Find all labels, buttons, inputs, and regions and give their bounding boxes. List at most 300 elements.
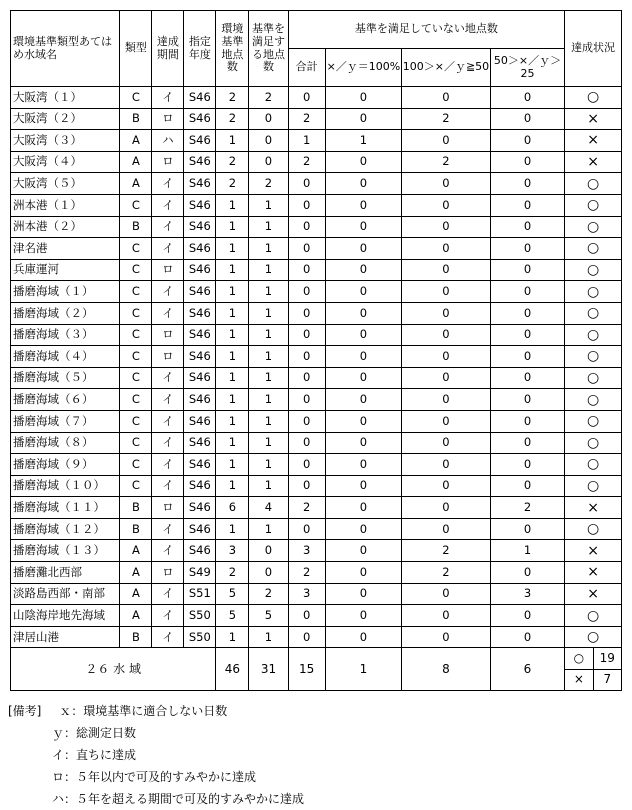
cell-ratio-50-25: 0 — [490, 216, 564, 238]
cell-ratio-100-50: 0 — [402, 410, 491, 432]
header-year: 指定年度 — [184, 11, 216, 87]
cell-points: 6 — [216, 497, 249, 519]
cell-ratio-100-50: 0 — [402, 87, 491, 109]
cell-points: 2 — [216, 108, 249, 130]
cell-ratio-100-50: 0 — [402, 518, 491, 540]
cell-status: ○ — [565, 194, 622, 216]
cell-satisfying: 2 — [249, 87, 288, 109]
cell-ratio-50-25: 1 — [490, 540, 564, 562]
cell-area-name: 津居山港 — [11, 626, 120, 648]
cell-period: イ — [152, 216, 184, 238]
cell-not-total: 0 — [288, 173, 325, 195]
table-row — [11, 518, 622, 540]
cell-status: ○ — [565, 475, 622, 497]
cell-status: ○ — [565, 367, 622, 389]
cell-year: S51 — [184, 583, 216, 605]
cell-ratio-100: 0 — [325, 475, 401, 497]
header-points: 環境基準地点数 — [216, 11, 249, 87]
cell-ratio-100: 0 — [325, 87, 401, 109]
cell-type: A — [120, 583, 152, 605]
table-row — [11, 605, 622, 627]
cell-area-name: 大阪湾（４） — [11, 151, 120, 173]
cell-period: イ — [152, 389, 184, 411]
cell-points: 1 — [216, 194, 249, 216]
cell-satisfying: 1 — [249, 194, 288, 216]
notes-line-x — [8, 700, 618, 722]
note-ha: ハ：５年を超える期間で可及的すみやかに達成 — [52, 792, 305, 806]
cell-ratio-100: 0 — [325, 281, 401, 303]
cell-year: S46 — [184, 389, 216, 411]
table-row — [11, 562, 622, 584]
cell-not-total: 3 — [288, 540, 325, 562]
totals-satisfying: 31 — [249, 648, 288, 691]
cell-points: 1 — [216, 238, 249, 260]
cell-not-total: 0 — [288, 281, 325, 303]
cell-area-name: 播磨海域（１０） — [11, 475, 120, 497]
header-ratio-100: ×／ｙ＝100% — [325, 49, 401, 87]
ng-symbol: × — [565, 669, 593, 690]
cell-status: ○ — [565, 216, 622, 238]
cell-area-name: 大阪湾（３） — [11, 130, 120, 152]
cell-not-total: 0 — [288, 346, 325, 368]
cell-not-total: 0 — [288, 410, 325, 432]
cell-type: A — [120, 173, 152, 195]
cell-period: ロ — [152, 346, 184, 368]
cell-ratio-50-25: 0 — [490, 605, 564, 627]
cell-ratio-100-50: 0 — [402, 216, 491, 238]
cell-year: S50 — [184, 626, 216, 648]
cell-period: イ — [152, 302, 184, 324]
cell-ratio-100-50: 0 — [402, 475, 491, 497]
table-row — [11, 389, 622, 411]
cell-ratio-100-50: 0 — [402, 454, 491, 476]
cell-points: 5 — [216, 605, 249, 627]
cell-area-name: 播磨海域（９） — [11, 454, 120, 476]
cell-points: 2 — [216, 151, 249, 173]
table-row — [11, 583, 622, 605]
status-summary — [565, 648, 621, 690]
ng-count: 7 — [603, 672, 612, 687]
cell-not-total: 0 — [288, 324, 325, 346]
cell-points: 1 — [216, 216, 249, 238]
table-row — [11, 367, 622, 389]
cell-ratio-50-25: 0 — [490, 173, 564, 195]
note-i: イ：直ちに達成 — [52, 748, 137, 762]
cell-type: B — [120, 626, 152, 648]
cell-points: 2 — [216, 87, 249, 109]
cell-ratio-100: 0 — [325, 583, 401, 605]
cell-type: A — [120, 540, 152, 562]
totals-ratio-100: 1 — [325, 648, 401, 691]
cell-status: ○ — [565, 518, 622, 540]
cell-ratio-100: 0 — [325, 259, 401, 281]
table-body — [11, 87, 622, 691]
cell-area-name: 大阪湾（５） — [11, 173, 120, 195]
cell-ratio-100-50: 0 — [402, 389, 491, 411]
cell-period: イ — [152, 87, 184, 109]
cell-ratio-100-50: 0 — [402, 173, 491, 195]
table-row — [11, 454, 622, 476]
table-row — [11, 432, 622, 454]
cell-period: イ — [152, 432, 184, 454]
cell-year: S46 — [184, 346, 216, 368]
cell-not-total: 2 — [288, 562, 325, 584]
cell-not-total: 0 — [288, 367, 325, 389]
cell-not-total: 0 — [288, 518, 325, 540]
cell-ratio-100: 0 — [325, 432, 401, 454]
cell-status: ○ — [565, 454, 622, 476]
cell-satisfying: 1 — [249, 410, 288, 432]
cell-period: イ — [152, 583, 184, 605]
cell-type: C — [120, 324, 152, 346]
cell-status: ○ — [565, 238, 622, 260]
cell-area-name: 播磨灘北西部 — [11, 562, 120, 584]
cell-not-total: 1 — [288, 130, 325, 152]
cell-status: × — [565, 108, 622, 130]
cell-ratio-100-50: 0 — [402, 605, 491, 627]
cell-ratio-50-25: 0 — [490, 130, 564, 152]
cell-type: C — [120, 475, 152, 497]
cell-not-total: 0 — [288, 194, 325, 216]
cell-area-name: 山陰海岸地先海域 — [11, 605, 120, 627]
cell-type: C — [120, 238, 152, 260]
cell-status: × — [565, 562, 622, 584]
cell-type: A — [120, 605, 152, 627]
table-row — [11, 238, 622, 260]
cell-period: イ — [152, 410, 184, 432]
header-area-name: 環境基準類型あてはめ水域名 — [11, 11, 120, 87]
cell-ratio-100-50: 0 — [402, 626, 491, 648]
cell-status: ○ — [565, 87, 622, 109]
cell-ratio-50-25: 0 — [490, 432, 564, 454]
cell-ratio-100: 0 — [325, 238, 401, 260]
cell-year: S46 — [184, 497, 216, 519]
totals-not-total: 15 — [288, 648, 325, 691]
header-total: 合計 — [288, 49, 325, 87]
cell-satisfying: 4 — [249, 497, 288, 519]
table-row — [11, 194, 622, 216]
cell-points: 1 — [216, 367, 249, 389]
cell-status: ○ — [565, 281, 622, 303]
cell-ratio-100: 0 — [325, 410, 401, 432]
cell-satisfying: 0 — [249, 108, 288, 130]
cell-period: ロ — [152, 562, 184, 584]
cell-year: S46 — [184, 108, 216, 130]
cell-year: S46 — [184, 281, 216, 303]
cell-satisfying: 1 — [249, 626, 288, 648]
cell-type: C — [120, 410, 152, 432]
cell-period: イ — [152, 367, 184, 389]
totals-label: ２６ 水 域 — [11, 648, 216, 691]
cell-points: 1 — [216, 626, 249, 648]
cell-period: イ — [152, 626, 184, 648]
cell-ratio-100: 0 — [325, 302, 401, 324]
cell-area-name: 播磨海域（１１） — [11, 497, 120, 519]
cell-points: 1 — [216, 324, 249, 346]
cell-not-total: 0 — [288, 605, 325, 627]
cell-ratio-100: 0 — [325, 454, 401, 476]
cell-ratio-50-25: 0 — [490, 518, 564, 540]
cell-satisfying: 1 — [249, 432, 288, 454]
cell-ratio-100-50: 2 — [402, 151, 491, 173]
cell-ratio-50-25: 0 — [490, 346, 564, 368]
cell-ratio-100: 1 — [325, 130, 401, 152]
cell-ratio-100: 0 — [325, 151, 401, 173]
cell-type: C — [120, 281, 152, 303]
ok-count: 19 — [593, 648, 621, 669]
cell-status: ○ — [565, 259, 622, 281]
cell-area-name: 大阪湾（１） — [11, 87, 120, 109]
cell-area-name: 洲本港（１） — [11, 194, 120, 216]
cell-satisfying: 1 — [249, 302, 288, 324]
cell-points: 1 — [216, 302, 249, 324]
table-row — [11, 87, 622, 109]
cell-ratio-100-50: 0 — [402, 130, 491, 152]
cell-period: イ — [152, 238, 184, 260]
cell-ratio-50-25: 0 — [490, 475, 564, 497]
cell-area-name: 播磨海域（８） — [11, 432, 120, 454]
cell-year: S46 — [184, 87, 216, 109]
cell-satisfying: 1 — [249, 475, 288, 497]
totals-points: 46 — [216, 648, 249, 691]
table-row — [11, 497, 622, 519]
cell-year: S46 — [184, 367, 216, 389]
cell-status: ○ — [565, 410, 622, 432]
cell-area-name: 播磨海域（２） — [11, 302, 120, 324]
cell-ratio-100: 0 — [325, 216, 401, 238]
cell-satisfying: 0 — [249, 562, 288, 584]
cell-status: × — [565, 130, 622, 152]
cell-area-name: 播磨海域（７） — [11, 410, 120, 432]
cell-ratio-100-50: 0 — [402, 432, 491, 454]
totals-ratio-50-25: 6 — [490, 648, 564, 691]
cell-status: × — [565, 540, 622, 562]
cell-area-name: 大阪湾（２） — [11, 108, 120, 130]
cell-not-total: 3 — [288, 583, 325, 605]
cell-ratio-100: 0 — [325, 605, 401, 627]
cell-year: S46 — [184, 259, 216, 281]
cell-points: 2 — [216, 173, 249, 195]
cell-period: イ — [152, 518, 184, 540]
header-period: 達成期間 — [152, 11, 184, 87]
header-not-satisfying: 基準を満足していない地点数 — [288, 11, 565, 49]
cell-area-name: 播磨海域（６） — [11, 389, 120, 411]
note-ro: ロ：５年以内で可及的すみやかに達成 — [52, 770, 257, 784]
table-row — [11, 216, 622, 238]
cell-satisfying: 2 — [249, 173, 288, 195]
table-row — [11, 475, 622, 497]
cell-satisfying: 1 — [249, 346, 288, 368]
cell-satisfying: 0 — [249, 130, 288, 152]
cell-status: ○ — [565, 173, 622, 195]
table-row — [11, 173, 622, 195]
cell-ratio-100: 0 — [325, 626, 401, 648]
cell-ratio-100: 0 — [325, 518, 401, 540]
cell-year: S46 — [184, 432, 216, 454]
cell-ratio-100: 0 — [325, 173, 401, 195]
cell-points: 1 — [216, 518, 249, 540]
cell-status: ○ — [565, 605, 622, 627]
cell-ratio-50-25: 0 — [490, 259, 564, 281]
cell-ratio-100-50: 2 — [402, 108, 491, 130]
cell-not-total: 0 — [288, 259, 325, 281]
cell-year: S46 — [184, 475, 216, 497]
cell-satisfying: 1 — [249, 518, 288, 540]
cell-points: 2 — [216, 562, 249, 584]
cell-area-name: 津名港 — [11, 238, 120, 260]
cell-ratio-50-25: 0 — [490, 151, 564, 173]
note-y: ｙ：総測定日数 — [52, 726, 137, 740]
cell-status: ○ — [565, 302, 622, 324]
cell-not-total: 0 — [288, 432, 325, 454]
cell-ratio-100-50: 0 — [402, 497, 491, 519]
cell-satisfying: 1 — [249, 238, 288, 260]
cell-area-name: 播磨海域（４） — [11, 346, 120, 368]
cell-year: S46 — [184, 216, 216, 238]
cell-status: × — [565, 151, 622, 173]
cell-year: S49 — [184, 562, 216, 584]
cell-type: C — [120, 259, 152, 281]
cell-not-total: 2 — [288, 151, 325, 173]
cell-ratio-100-50: 0 — [402, 259, 491, 281]
table-row — [11, 281, 622, 303]
table-row — [11, 151, 622, 173]
table-row — [11, 626, 622, 648]
table-row — [11, 259, 622, 281]
cell-status: × — [565, 497, 622, 519]
cell-not-total: 0 — [288, 475, 325, 497]
cell-satisfying: 1 — [249, 367, 288, 389]
cell-status: ○ — [565, 324, 622, 346]
table-row — [11, 302, 622, 324]
cell-type: A — [120, 130, 152, 152]
cell-ratio-50-25: 0 — [490, 454, 564, 476]
cell-period: ロ — [152, 324, 184, 346]
cell-type: B — [120, 518, 152, 540]
cell-ratio-100: 0 — [325, 540, 401, 562]
cell-ratio-100-50: 0 — [402, 346, 491, 368]
ok-symbol: ○ — [565, 648, 593, 669]
cell-points: 1 — [216, 410, 249, 432]
cell-period: ロ — [152, 259, 184, 281]
cell-year: S46 — [184, 151, 216, 173]
cell-satisfying: 1 — [249, 281, 288, 303]
cell-ratio-50-25: 0 — [490, 367, 564, 389]
cell-ratio-50-25: 3 — [490, 583, 564, 605]
table-row — [11, 346, 622, 368]
cell-type: C — [120, 194, 152, 216]
cell-year: S50 — [184, 605, 216, 627]
cell-year: S46 — [184, 540, 216, 562]
table-row — [11, 108, 622, 130]
cell-not-total: 2 — [288, 108, 325, 130]
cell-satisfying: 0 — [249, 540, 288, 562]
cell-type: C — [120, 432, 152, 454]
cell-ratio-50-25: 0 — [490, 87, 564, 109]
table-row — [11, 410, 622, 432]
cell-not-total: 0 — [288, 454, 325, 476]
cell-satisfying: 1 — [249, 389, 288, 411]
cell-area-name: 播磨海域（１３） — [11, 540, 120, 562]
cell-year: S46 — [184, 238, 216, 260]
cell-points: 1 — [216, 432, 249, 454]
cell-period: イ — [152, 194, 184, 216]
cell-status: ○ — [565, 389, 622, 411]
cell-type: C — [120, 454, 152, 476]
header-type: 類型 — [120, 11, 152, 87]
cell-year: S46 — [184, 194, 216, 216]
cell-area-name: 兵庫運河 — [11, 259, 120, 281]
cell-period: ロ — [152, 108, 184, 130]
cell-points: 5 — [216, 583, 249, 605]
cell-not-total: 0 — [288, 626, 325, 648]
cell-satisfying: 1 — [249, 454, 288, 476]
table-row — [11, 130, 622, 152]
cell-ratio-100-50: 0 — [402, 281, 491, 303]
cell-year: S46 — [184, 410, 216, 432]
cell-not-total: 0 — [288, 87, 325, 109]
cell-ratio-50-25: 0 — [490, 281, 564, 303]
header-ratio-50-25: 50＞×／ｙ＞25 — [490, 49, 564, 87]
totals-status — [565, 648, 622, 691]
cell-area-name: 播磨海域（５） — [11, 367, 120, 389]
cell-year: S46 — [184, 454, 216, 476]
cell-ratio-100: 0 — [325, 108, 401, 130]
cell-type: C — [120, 302, 152, 324]
cell-area-name: 洲本港（２） — [11, 216, 120, 238]
cell-points: 1 — [216, 346, 249, 368]
cell-year: S46 — [184, 324, 216, 346]
cell-not-total: 0 — [288, 302, 325, 324]
table-row — [11, 324, 622, 346]
table-row — [11, 540, 622, 562]
cell-status: ○ — [565, 432, 622, 454]
cell-points: 1 — [216, 259, 249, 281]
cell-satisfying: 1 — [249, 259, 288, 281]
cell-ratio-50-25: 0 — [490, 108, 564, 130]
cell-points: 1 — [216, 389, 249, 411]
cell-ratio-50-25: 2 — [490, 497, 564, 519]
cell-ratio-100: 0 — [325, 324, 401, 346]
cell-ratio-50-25: 0 — [490, 626, 564, 648]
cell-ratio-50-25: 0 — [490, 389, 564, 411]
cell-period: ハ — [152, 130, 184, 152]
cell-points: 1 — [216, 130, 249, 152]
cell-ratio-100: 0 — [325, 194, 401, 216]
cell-points: 1 — [216, 281, 249, 303]
cell-not-total: 0 — [288, 389, 325, 411]
cell-satisfying: 1 — [249, 324, 288, 346]
cell-ratio-50-25: 0 — [490, 324, 564, 346]
cell-area-name: 播磨海域（１） — [11, 281, 120, 303]
cell-ratio-50-25: 0 — [490, 302, 564, 324]
cell-ratio-100-50: 0 — [402, 238, 491, 260]
cell-period: イ — [152, 281, 184, 303]
totals-ratio-100-50: 8 — [402, 648, 491, 691]
cell-satisfying: 0 — [249, 151, 288, 173]
notes — [8, 700, 618, 810]
cell-type: A — [120, 151, 152, 173]
cell-type: C — [120, 389, 152, 411]
cell-not-total: 0 — [288, 216, 325, 238]
cell-type: A — [120, 562, 152, 584]
cell-not-total: 2 — [288, 497, 325, 519]
cell-type: B — [120, 497, 152, 519]
cell-year: S46 — [184, 130, 216, 152]
cell-period: ロ — [152, 151, 184, 173]
cell-year: S46 — [184, 302, 216, 324]
cell-period: イ — [152, 605, 184, 627]
